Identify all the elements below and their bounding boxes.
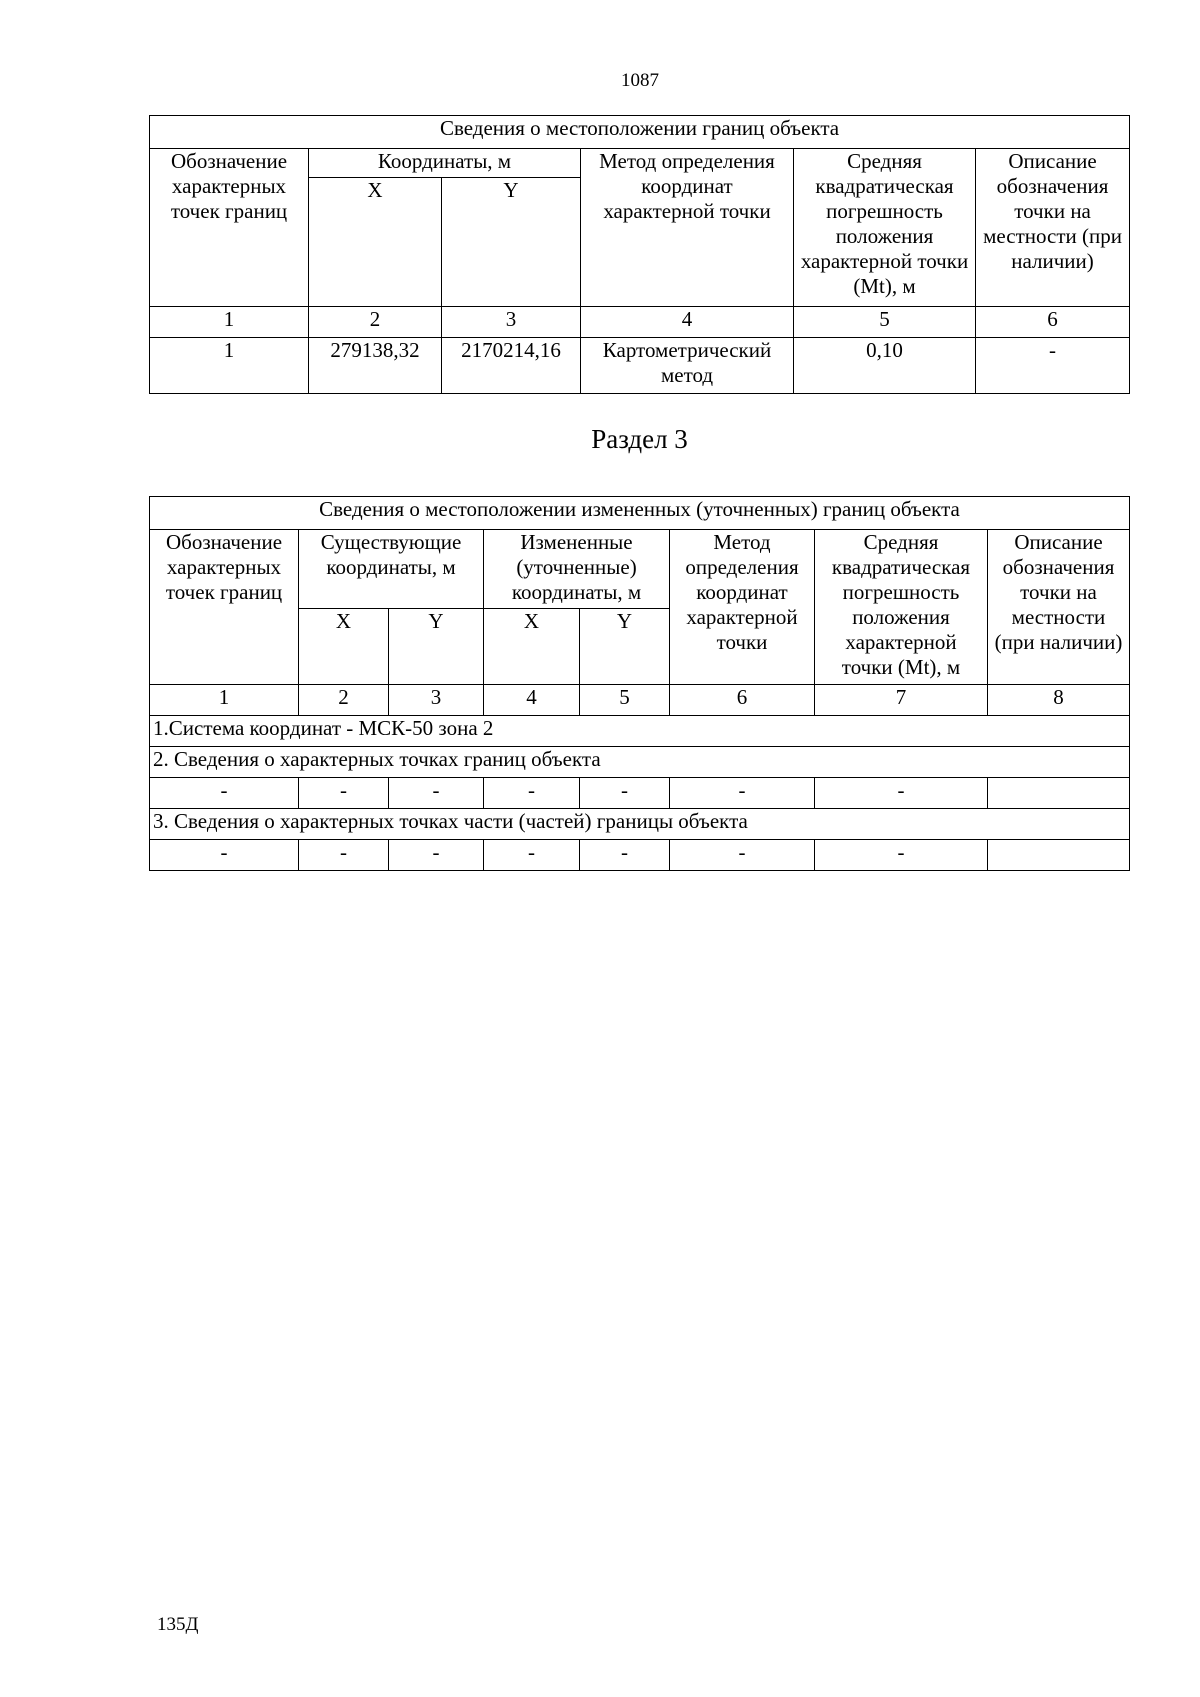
- table1-cell-method: Картометрический метод: [581, 338, 794, 394]
- table1-col-number: 4: [581, 307, 794, 338]
- table-row: [150, 840, 1130, 871]
- page-number: 1087: [621, 70, 659, 91]
- table1-header-y: Y: [442, 178, 581, 307]
- table2-section2-cell: [988, 778, 1130, 809]
- table2-col-number: 4: [484, 685, 580, 716]
- table2-header-changed-y: Y: [580, 609, 670, 685]
- table2-section2-cell: -: [150, 778, 299, 809]
- table2-header-changed: Измененные (уточненные) координаты, м: [484, 530, 670, 609]
- table2-col-number: 5: [580, 685, 670, 716]
- table1-col-number: 3: [442, 307, 581, 338]
- table2-section2-cell: -: [670, 778, 815, 809]
- table1-cell-desc: -: [976, 338, 1130, 394]
- table2-section2-row: 2. Сведения о характерных точках границ объекта: [150, 747, 1130, 778]
- table2-section3-cell: -: [815, 840, 988, 871]
- table1-col-number: 6: [976, 307, 1130, 338]
- table2-section3-cell: [988, 840, 1130, 871]
- table2-section3-row: 3. Сведения о характерных точках части (частей) границы объекта: [150, 809, 1130, 840]
- table1-cell-point: 1: [150, 338, 309, 394]
- table1-header-method: Метод определения координат характерной точки: [581, 149, 794, 307]
- table2-section3-cell: -: [580, 840, 670, 871]
- table2-section3-cell: -: [299, 840, 389, 871]
- table2-section3-cell: -: [484, 840, 580, 871]
- table2-section3-cell: -: [389, 840, 484, 871]
- table1-col-number: 1: [150, 307, 309, 338]
- table1-col-number: 5: [794, 307, 976, 338]
- table1-cell-error: 0,10: [794, 338, 976, 394]
- table2-section3-cell: -: [150, 840, 299, 871]
- table2-col-number: 6: [670, 685, 815, 716]
- table2-header-changed-x: X: [484, 609, 580, 685]
- table2-section2-cell: -: [389, 778, 484, 809]
- table2-section2-cell: -: [484, 778, 580, 809]
- table1-header-error: Средняя квадратическая погрешность положения характерной точки (Mt), м: [794, 149, 976, 307]
- table2-section2-cell: -: [815, 778, 988, 809]
- table2-caption: Сведения о местоположении измененных (уточненных) границ объекта: [150, 497, 1130, 530]
- table-row: [150, 338, 1130, 394]
- table2-system-row: 1.Система координат - МСК-50 зона 2: [150, 716, 1130, 747]
- changed-boundary-table: [149, 496, 1130, 871]
- table2-header-point: Обозначение характерных точек границ: [150, 530, 299, 685]
- table2-col-number: 7: [815, 685, 988, 716]
- table1-header-point: Обозначение характерных точек границ: [150, 149, 309, 307]
- boundary-location-table: [149, 115, 1130, 394]
- table2-col-number: 2: [299, 685, 389, 716]
- footer-code: 135Д: [157, 1614, 199, 1635]
- table1-col-number: 2: [309, 307, 442, 338]
- table2-header-existing-x: X: [299, 609, 389, 685]
- table2-col-number: 1: [150, 685, 299, 716]
- table2-header-desc: Описание обозначения точки на местности (при наличии): [988, 530, 1130, 685]
- table1-header-coords: Координаты, м: [309, 149, 581, 178]
- table2-col-number: 3: [389, 685, 484, 716]
- table2-section3-cell: -: [670, 840, 815, 871]
- table2-header-error: Средняя квадратическая погрешность положения характерной точки (Mt), м: [815, 530, 988, 685]
- table2-section2-cell: -: [580, 778, 670, 809]
- table2-header-existing-y: Y: [389, 609, 484, 685]
- table2-header-existing: Существующие координаты, м: [299, 530, 484, 609]
- table1-header-x: X: [309, 178, 442, 307]
- table2-section2-cell: -: [299, 778, 389, 809]
- table1-cell-y: 2170214,16: [442, 338, 581, 394]
- section-title: Раздел 3: [591, 424, 688, 454]
- table-row: [150, 778, 1130, 809]
- table1-caption: Сведения о местоположении границ объекта: [150, 116, 1130, 149]
- table1-cell-x: 279138,32: [309, 338, 442, 394]
- table1-header-desc: Описание обозначения точки на местности (при наличии): [976, 149, 1130, 307]
- table2-header-method: Метод определения координат характерной точки: [670, 530, 815, 685]
- table2-col-number: 8: [988, 685, 1130, 716]
